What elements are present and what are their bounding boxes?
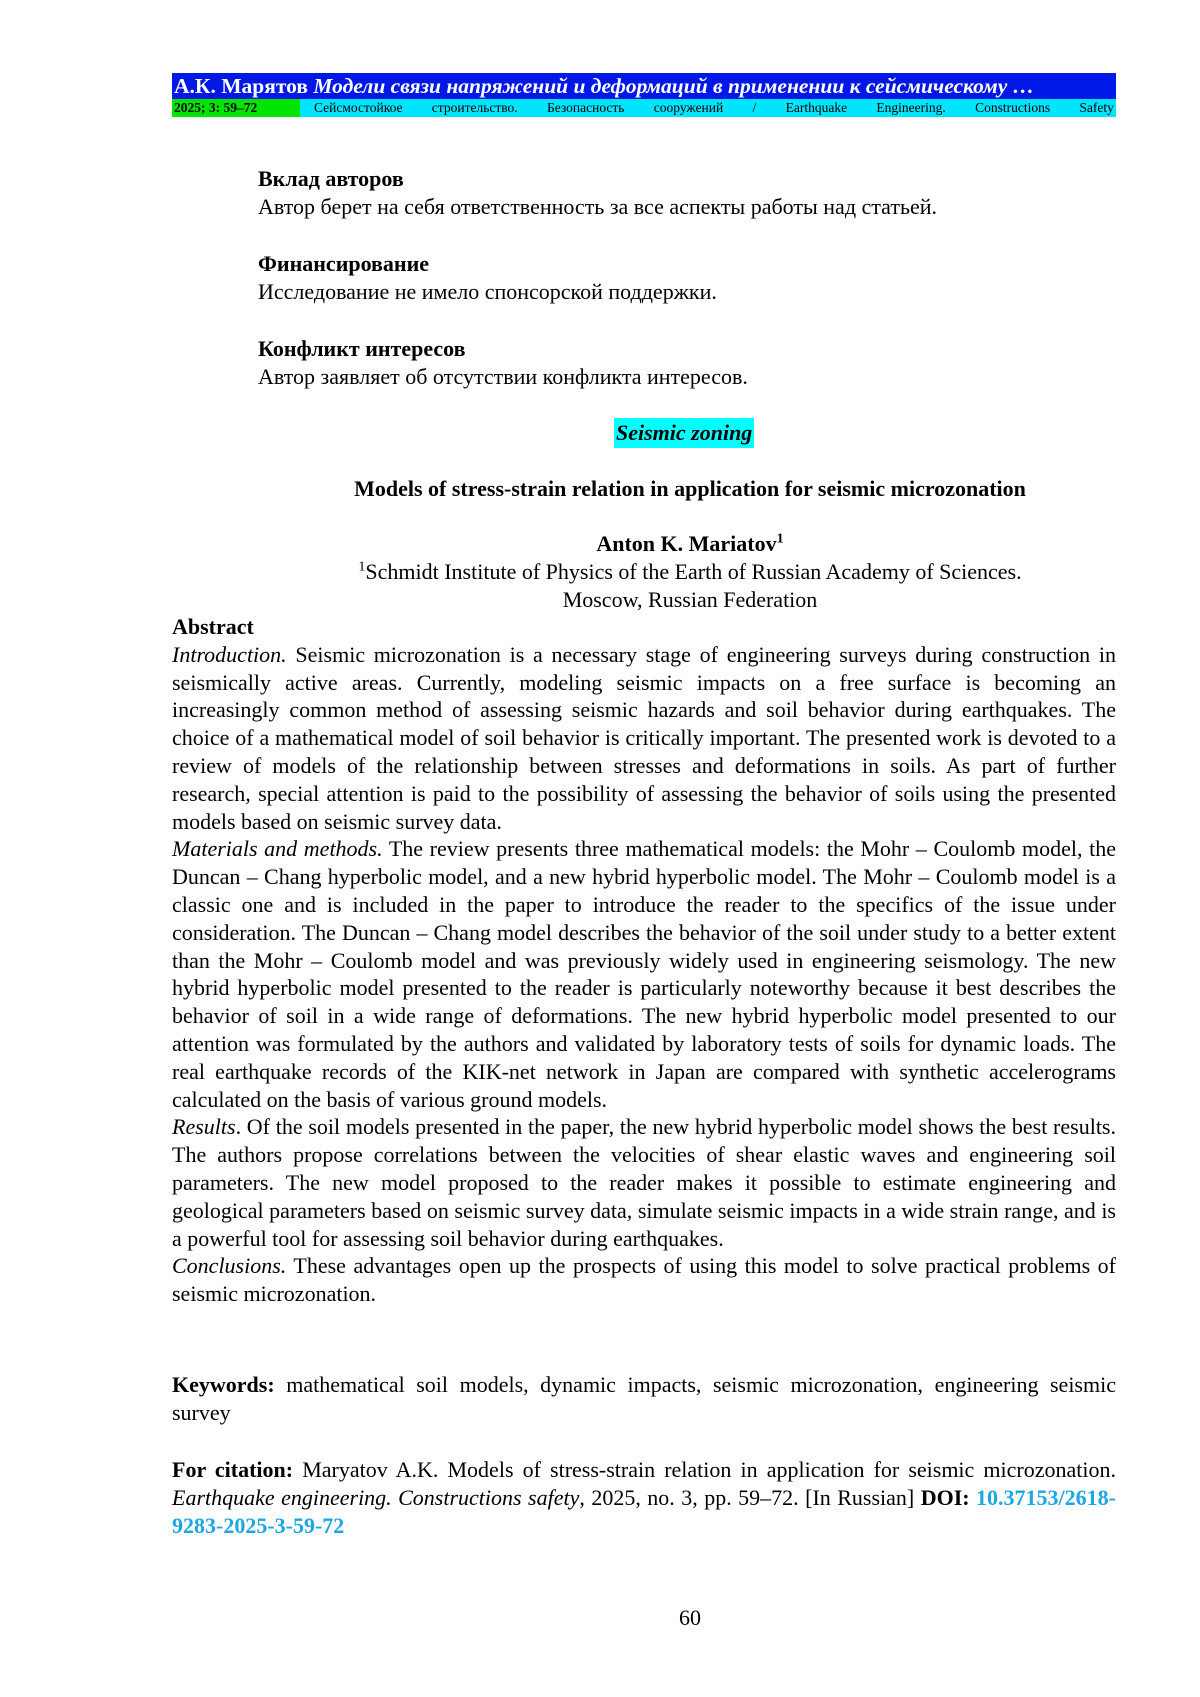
funding-text: Исследование не имело спонсорской поддержки. bbox=[258, 279, 717, 304]
keywords-block bbox=[172, 1371, 1116, 1427]
doi-link[interactable]: 10.37153/2618-9283-2025-3-59-72 bbox=[172, 1484, 1116, 1538]
rubric-label: Seismic zoning bbox=[614, 418, 754, 448]
methods-text: The review presents three mathematical models: the Mohr – Coulomb model, the Duncan – Chang hyperbolic model, and a new hybrid hyperbolic model. The Mohr – Coulomb model is a classic one and is included in the paper to introduce the reader to the specifics of the issue under consideration. The Duncan – Chang model describes the behavior of the soil under study to a better extent than the Mohr – Coulomb model and was previously widely used in engineering seismology. The new hybrid hyperbolic model presented to the reader is particularly noteworthy because it best describes the behavior of soil in a wide range of deformations. The new hybrid hyperbolic model presented to our attention was formulated by the authors and validated by laboratory tests of soils for dynamic loads. The real earthquake records of the KIK-net network in Japan are compared with synthetic accelerograms calculated on the basis of various ground models. bbox=[172, 836, 1116, 1112]
author-name: Anton K. Mariatov bbox=[596, 531, 777, 556]
abstract-results bbox=[172, 1113, 1116, 1252]
journal-word: Engineering. bbox=[876, 100, 946, 115]
author-contribution-section bbox=[258, 165, 1118, 221]
conclusions-label: Conclusions. bbox=[172, 1253, 287, 1279]
keywords-text: mathematical soil models, dynamic impacts, seismic microzonation, engineering seismic survey bbox=[172, 1372, 1116, 1425]
abstract-heading: Abstract bbox=[172, 614, 254, 639]
header-title-bar bbox=[172, 73, 1116, 99]
citation-block bbox=[172, 1456, 1116, 1539]
doi-label: DOI: bbox=[920, 1484, 970, 1510]
funding-heading: Финансирование bbox=[258, 251, 430, 276]
header-author: А.К. Марятов bbox=[174, 74, 308, 98]
article-author bbox=[280, 530, 1100, 558]
abstract-introduction bbox=[172, 641, 1116, 836]
results-text: . Of the soil models presented in the paper, the new hybrid hyperbolic model shows the best results. The authors propose correlations between the velocities of shear elastic waves and engineering soil parameters. The new model proposed to the reader makes it possible to estimate engineering and geological parameters based on seismic survey data, simulate seismic impacts in a wide strain range, and is a powerful tool for assessing soil behavior during earthquakes. bbox=[172, 1114, 1116, 1251]
conflict-heading: Конфликт интересов bbox=[258, 336, 466, 361]
abstract-block bbox=[172, 613, 1116, 1308]
author-sup: 1 bbox=[776, 531, 784, 547]
journal-word: Сейсмостойкое bbox=[314, 100, 403, 115]
funding-section bbox=[258, 250, 1118, 306]
journal-word: Безопасность bbox=[546, 100, 625, 115]
affiliation-text: Schmidt Institute of Physics of the Earth of Russian Academy of Sciences. bbox=[365, 559, 1022, 584]
journal-word: Earthquake bbox=[785, 100, 848, 115]
journal-word: Constructions bbox=[975, 100, 1051, 115]
journal-word: сооружений bbox=[653, 100, 724, 115]
page-number: 60 bbox=[679, 1605, 701, 1630]
header-article-title: Модели связи напряжений и деформаций в применении к сейсмическому … bbox=[313, 74, 1035, 98]
citation-text: Maryatov A.K. Models of stress-strain relation in application for seismic microzonation. bbox=[293, 1457, 1116, 1482]
intro-label: Introduction. bbox=[172, 641, 287, 667]
contribution-heading: Вклад авторов bbox=[258, 166, 404, 191]
affiliation-sup: 1 bbox=[358, 559, 366, 575]
abstract-conclusions bbox=[172, 1252, 1116, 1308]
article-location: Moscow, Russian Federation bbox=[562, 587, 818, 612]
conflict-section bbox=[258, 335, 1118, 391]
journal-word: / bbox=[752, 100, 757, 115]
header-issue: 2025; 3: 59–72 bbox=[172, 99, 300, 117]
article-affiliation bbox=[280, 558, 1100, 586]
running-header bbox=[172, 73, 1116, 117]
article-byline bbox=[280, 530, 1100, 614]
results-label: Results bbox=[172, 1114, 236, 1140]
conclusions-text: These advantages open up the prospects of using this model to solve practical problems of seismic microzonation. bbox=[172, 1253, 1116, 1307]
keywords-label: Keywords: bbox=[172, 1372, 275, 1397]
intro-text: Seismic microzonation is a necessary stage of engineering surveys during construction in seismically active areas. Currently, modeling seismic impacts on a free surface is becoming an increasingly common method of assessing seismic hazards and soil behavior during earthquakes. The choice of a mathematical model of soil behavior is critically important. The presented work is devoted to a review of models of the relationship between stresses and deformations in soils. As part of further research, special attention is paid to the possibility of assessing the behavior of soils using the presented models based on seismic survey data. bbox=[172, 641, 1116, 834]
journal-word: строительство. bbox=[431, 100, 518, 115]
abstract-methods bbox=[172, 835, 1116, 1113]
journal-word: Safety bbox=[1079, 100, 1114, 115]
citation-label: For citation: bbox=[172, 1457, 294, 1482]
citation-journal: Earthquake engineering. Constructions safety bbox=[172, 1484, 580, 1510]
header-journal-name bbox=[300, 99, 1116, 117]
conflict-text: Автор заявляет об отсутствии конфликта интересов. bbox=[258, 364, 748, 389]
citation-text-2: , 2025, no. 3, pp. 59–72. [In Russian] bbox=[579, 1484, 921, 1510]
article-title: Models of stress-strain relation in application for seismic microzonation bbox=[354, 476, 1026, 501]
methods-label: Materials and methods. bbox=[172, 836, 383, 862]
contribution-text: Автор берет на себя ответственность за все аспекты работы над статьей. bbox=[258, 194, 938, 219]
header-journal-bar bbox=[172, 99, 1116, 117]
